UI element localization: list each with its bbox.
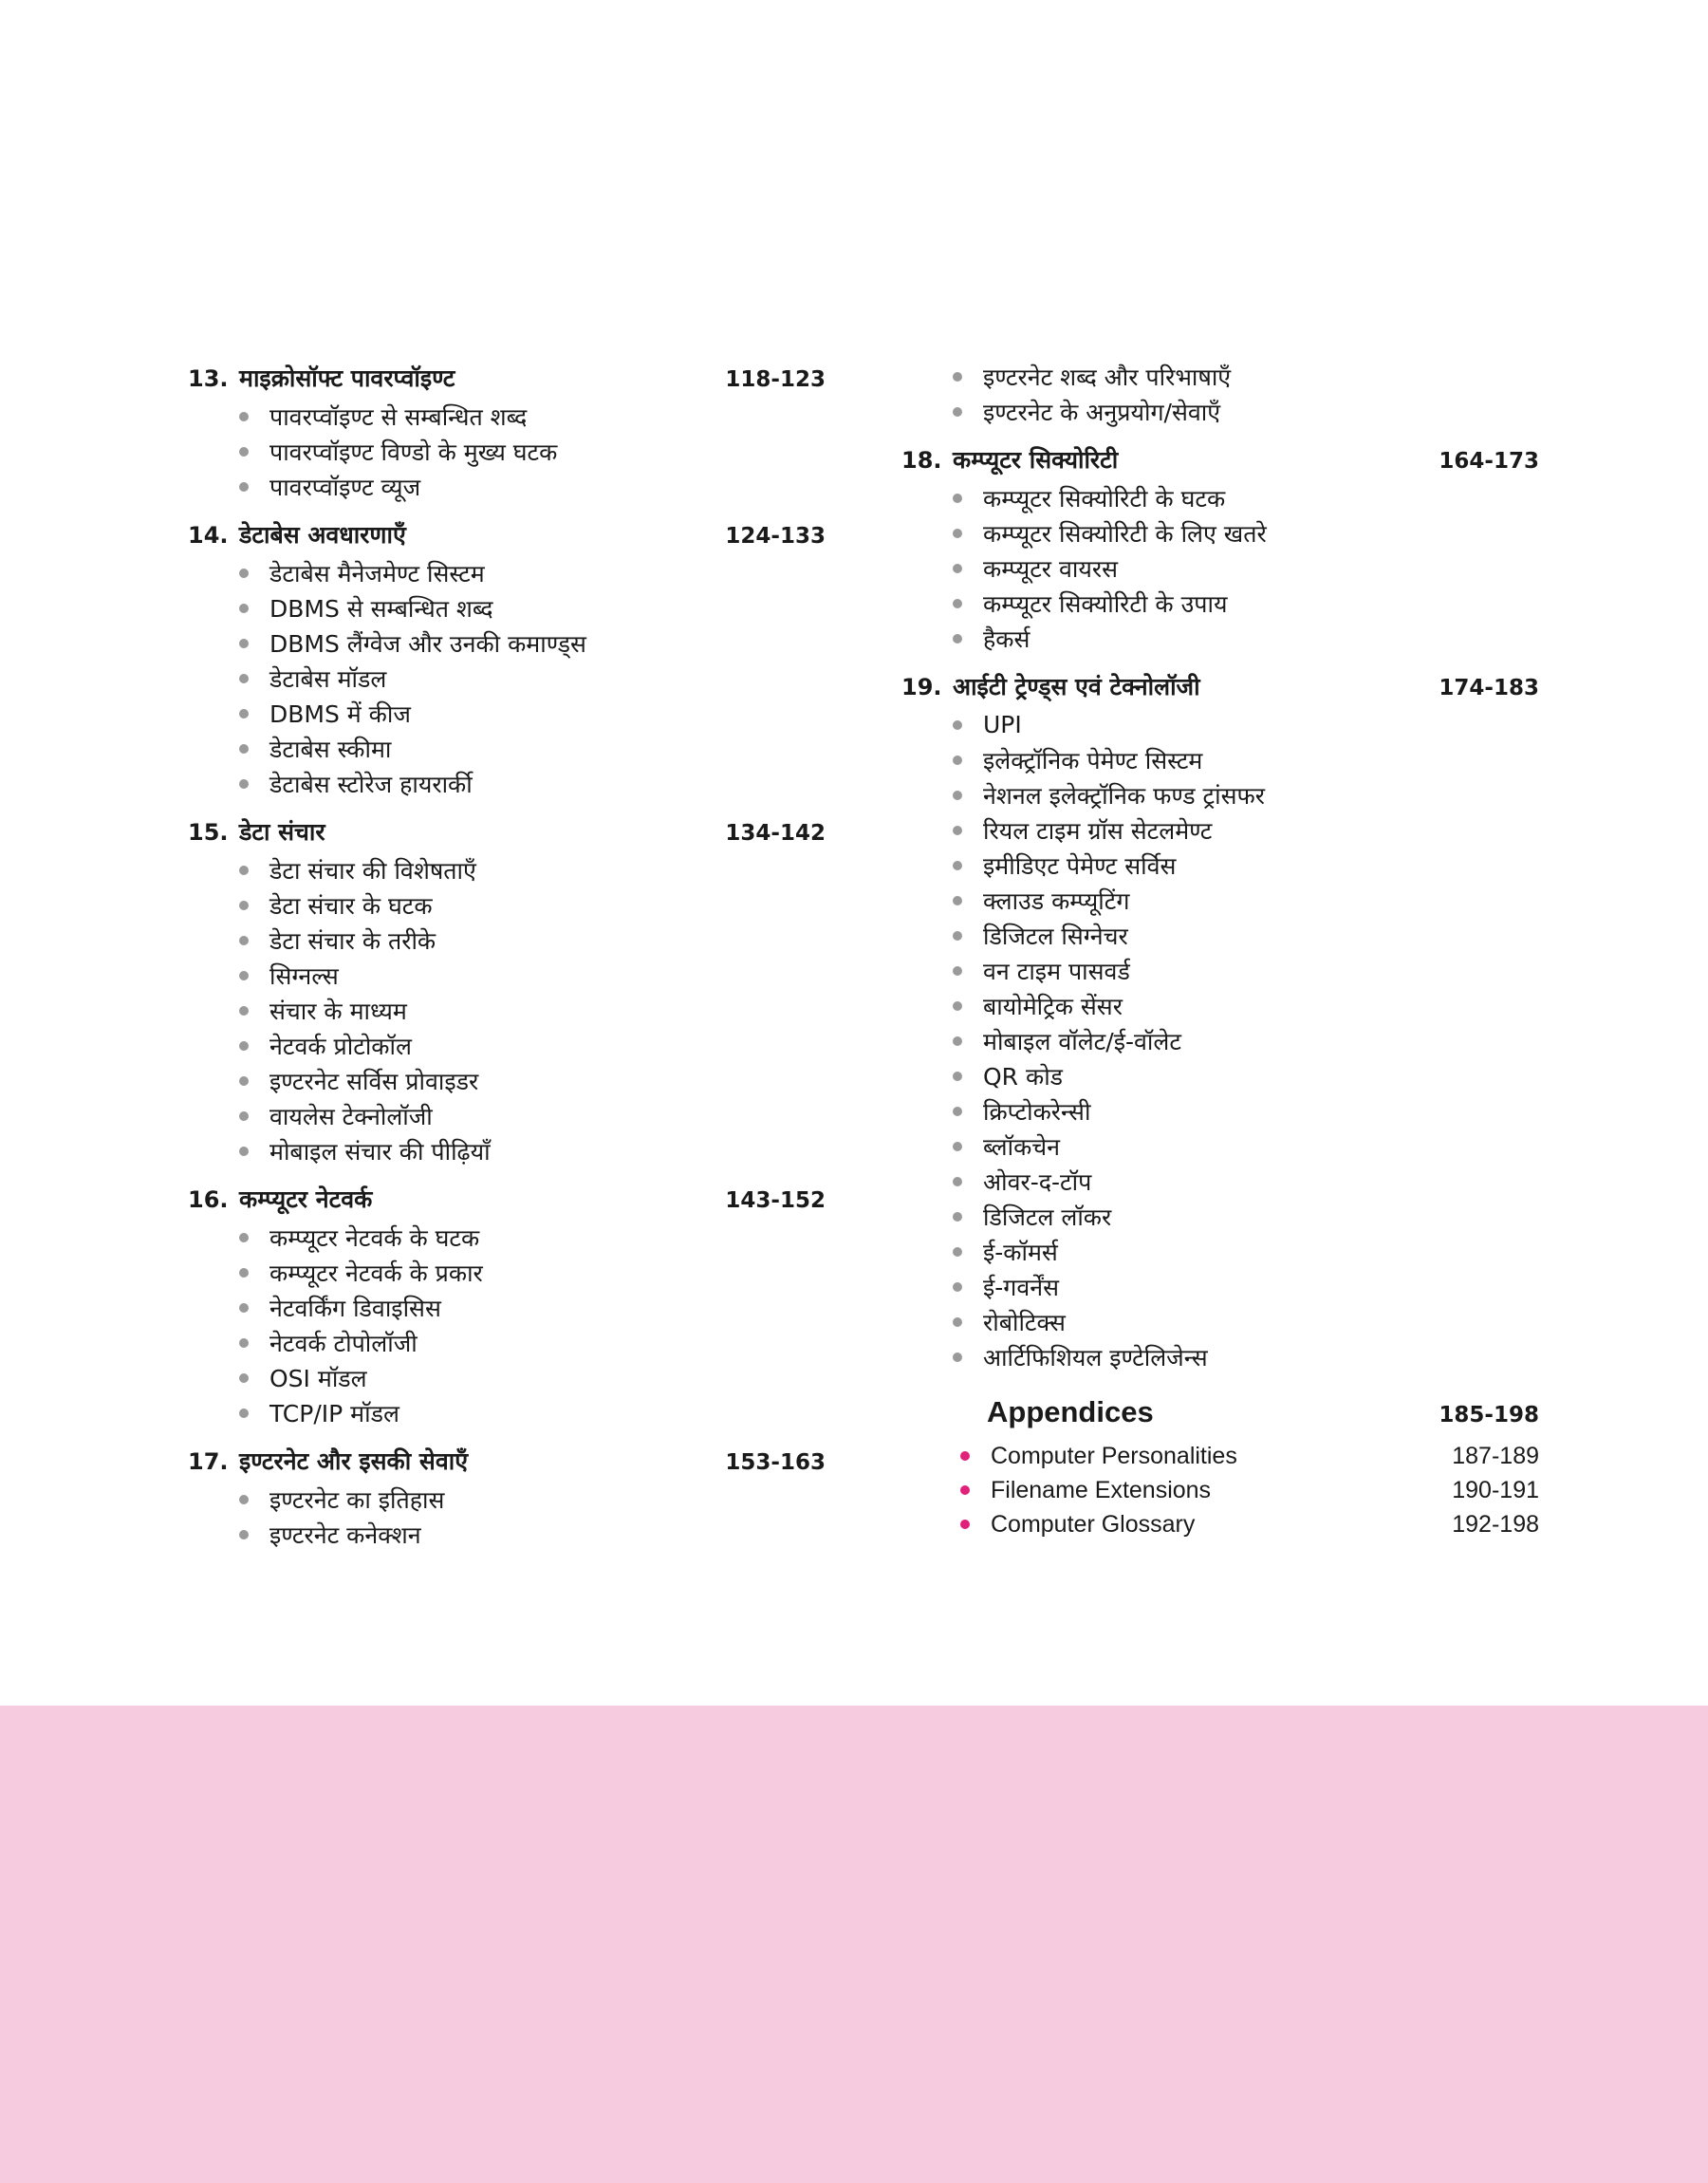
appendix-pages: 187-189	[1452, 1442, 1539, 1469]
bullet-icon	[239, 1233, 249, 1242]
topic-label: पावरप्वॉइण्ट व्यूज	[269, 473, 421, 501]
topic-item	[239, 958, 826, 993]
chapter-title: डेटा संचार	[239, 818, 325, 846]
bullet-icon	[239, 569, 249, 578]
chapter-title: आईटी ट्रेण्ड्स एवं टेक्नोलॉजी	[953, 673, 1200, 700]
bullet-icon	[953, 966, 962, 976]
bullet-icon	[960, 1520, 970, 1529]
appendix-item	[960, 1473, 1539, 1507]
topic-item	[953, 1269, 1539, 1304]
appendix-item	[960, 1507, 1539, 1541]
topic-item	[953, 953, 1539, 988]
topic-label: DBMS से सम्बन्धित शब्द	[269, 594, 493, 623]
topic-item	[239, 1255, 826, 1290]
bullet-icon	[239, 1303, 249, 1313]
topic-list	[188, 399, 826, 504]
chapter-number: 15.	[188, 819, 229, 846]
topic-label: इण्टरनेट सर्विस प्रोवाइडर	[269, 1067, 479, 1095]
topic-item	[239, 1325, 826, 1360]
footer-color-band	[0, 1706, 1708, 2183]
topic-label: क्रिप्टोकरेन्सी	[983, 1097, 1091, 1126]
chapter-title: इण्टरनेट और इसकी सेवाएँ	[239, 1447, 469, 1475]
bullet-icon	[953, 1036, 962, 1046]
topic-label: नेटवर्क प्रोटोकॉल	[269, 1032, 412, 1060]
bullet-icon	[960, 1451, 970, 1461]
topic-label: मोबाइल संचार की पीढ़ियाँ	[269, 1137, 491, 1166]
topic-item	[953, 848, 1539, 883]
topic-label: डेटाबेस मैनेजमेण्ट सिस्टम	[269, 559, 485, 588]
topic-item	[953, 586, 1539, 621]
toc-left-column	[188, 359, 826, 1563]
topic-label: डेटाबेस स्कीमा	[269, 735, 392, 763]
chapter-title: माइक्रोसॉफ्ट पावरप्वॉइण्ट	[239, 364, 455, 392]
topic-list	[901, 707, 1539, 1374]
topic-label: कम्प्यूटर नेटवर्क के प्रकार	[269, 1259, 483, 1287]
topic-item	[953, 812, 1539, 848]
bullet-icon	[953, 1001, 962, 1011]
topic-label: कम्प्यूटर सिक्योरिटी के घटक	[983, 484, 1226, 513]
topic-list	[188, 852, 826, 1168]
topic-label: नेटवर्क टोपोलॉजी	[269, 1329, 418, 1357]
bullet-icon	[953, 407, 962, 417]
topic-label: ओवर-द-टॉप	[983, 1167, 1092, 1196]
topic-label: डिजिटल लॉकर	[983, 1203, 1112, 1231]
chapter-entry	[188, 1180, 826, 1430]
bullet-icon	[239, 709, 249, 718]
topic-label: वायलेस टेक्नोलॉजी	[269, 1102, 433, 1130]
bullet-icon	[239, 674, 249, 683]
bullet-icon	[953, 494, 962, 503]
bullet-icon	[239, 1076, 249, 1086]
chapter-entry	[188, 812, 826, 1168]
topic-label: डेटाबेस स्टोरेज हायरार्की	[269, 770, 473, 798]
bullet-icon	[239, 936, 249, 945]
topic-label: इलेक्ट्रॉनिक पेमेण्ट सिस्टम	[983, 746, 1203, 774]
bullet-icon	[953, 791, 962, 800]
topic-item	[953, 707, 1539, 742]
topic-item	[953, 918, 1539, 953]
topic-label: ब्लॉकचेन	[983, 1132, 1061, 1161]
topic-item	[239, 590, 826, 625]
topic-label: रोबोटिक्स	[983, 1308, 1066, 1336]
topic-label: वन टाइम पासवर्ड	[983, 957, 1130, 985]
chapter-pages: 124-133	[725, 524, 826, 549]
appendix-label: Filename Extensions	[991, 1476, 1212, 1503]
topic-label: कम्प्यूटर सिक्योरिटी के लिए खतरे	[983, 519, 1267, 548]
chapter-heading	[901, 440, 1539, 480]
topic-label: QR कोड	[983, 1062, 1064, 1091]
bullet-icon	[239, 779, 249, 789]
appendices-title: Appendices	[987, 1395, 1154, 1428]
chapter-pages: 164-173	[1439, 449, 1539, 474]
bullet-icon	[953, 896, 962, 905]
bullet-icon	[239, 1111, 249, 1121]
topic-label: नेशनल इलेक्ट्रॉनिक फण्ड ट्रांसफर	[983, 781, 1266, 810]
topic-label: मोबाइल वॉलेट/ई-वॉलेट	[983, 1027, 1181, 1055]
topic-label: डेटा संचार के घटक	[269, 891, 433, 920]
appendix-pages: 192-198	[1452, 1510, 1539, 1538]
topic-label: UPI	[983, 711, 1022, 738]
topic-label: DBMS में कीज	[269, 700, 411, 728]
chapter-title: डेटाबेस अवधारणाएँ	[239, 521, 406, 549]
chapter-pages: 143-152	[725, 1188, 826, 1213]
topic-item	[239, 1360, 826, 1395]
bullet-icon	[953, 529, 962, 538]
appendices-list	[901, 1439, 1539, 1541]
topic-item	[239, 1098, 826, 1133]
topic-item	[239, 1220, 826, 1255]
topic-item	[953, 988, 1539, 1023]
topic-label: इण्टरनेट कनेक्शन	[269, 1521, 421, 1549]
topic-label: TCP/IP मॉडल	[269, 1399, 399, 1427]
topic-item	[239, 625, 826, 661]
topic-item	[953, 777, 1539, 812]
bullet-icon	[239, 412, 249, 421]
topic-item	[239, 1290, 826, 1325]
topic-item	[239, 1395, 826, 1430]
topic-label: DBMS लैंग्वेज और उनकी कमाण्ड्स	[269, 629, 586, 658]
topic-list	[188, 1482, 826, 1552]
topic-item	[239, 852, 826, 887]
topic-item	[953, 1234, 1539, 1269]
bullet-icon	[960, 1485, 970, 1495]
bullet-icon	[239, 1006, 249, 1016]
appendices-heading	[901, 1395, 1539, 1439]
topic-item	[239, 1482, 826, 1517]
topic-label: इमीडिएट पेमेण्ट सर्विस	[983, 851, 1177, 880]
chapter-entry	[188, 1442, 826, 1552]
topic-label: डेटा संचार के तरीके	[269, 926, 436, 955]
topic-item	[953, 742, 1539, 777]
topic-item	[239, 1028, 826, 1063]
bullet-icon	[239, 971, 249, 980]
topic-label: ई-कॉमर्स	[983, 1238, 1058, 1266]
topic-item	[239, 434, 826, 469]
topic-label: ई-गवर्नेंस	[983, 1273, 1060, 1301]
topic-label: कम्प्यूटर वायरस	[983, 554, 1118, 583]
topic-item	[953, 359, 1539, 394]
bullet-icon	[239, 1373, 249, 1383]
bullet-icon	[239, 482, 249, 492]
appendix-pages: 190-191	[1452, 1476, 1539, 1503]
topic-label: रियल टाइम ग्रॉस सेटलमेण्ट	[983, 816, 1213, 845]
topic-item	[239, 399, 826, 434]
topic-list	[901, 480, 1539, 656]
topic-item	[239, 731, 826, 766]
bullet-icon	[239, 901, 249, 910]
topic-item	[953, 515, 1539, 550]
bullet-icon	[239, 1409, 249, 1418]
topic-item	[953, 883, 1539, 918]
appendices-section	[901, 1395, 1539, 1541]
topic-item	[953, 1023, 1539, 1058]
bullet-icon	[239, 1147, 249, 1156]
topic-label: संचार के माध्यम	[269, 997, 407, 1025]
bullet-icon	[239, 604, 249, 613]
bullet-icon	[953, 599, 962, 608]
bullet-icon	[239, 1530, 249, 1539]
bullet-icon	[953, 1353, 962, 1362]
topic-item	[239, 661, 826, 696]
chapter-entry	[901, 667, 1539, 1374]
bullet-icon	[953, 720, 962, 730]
topic-item	[953, 621, 1539, 656]
bullet-icon	[239, 1338, 249, 1348]
chapter-entry	[188, 359, 826, 504]
topic-label: कम्प्यूटर नेटवर्क के घटक	[269, 1223, 480, 1252]
topic-item	[953, 1093, 1539, 1129]
appendix-label: Computer Personalities	[991, 1442, 1237, 1469]
chapter-number: 19.	[901, 674, 942, 700]
chapter-heading	[188, 812, 826, 852]
topic-item	[953, 480, 1539, 515]
topic-item	[239, 766, 826, 801]
chapter-pages: 118-123	[725, 367, 826, 392]
topic-item	[953, 1058, 1539, 1093]
chapter-heading	[188, 1442, 826, 1482]
bullet-icon	[953, 931, 962, 941]
appendix-label: Computer Glossary	[991, 1510, 1196, 1538]
bullet-icon	[239, 447, 249, 457]
topic-item	[953, 1164, 1539, 1199]
topic-label: इण्टरनेट का इतिहास	[269, 1485, 445, 1514]
chapter-number: 14.	[188, 522, 229, 549]
chapter-number: 18.	[901, 447, 942, 474]
bullet-icon	[239, 744, 249, 754]
topic-item	[953, 1339, 1539, 1374]
chapter-heading	[901, 667, 1539, 707]
bullet-icon	[953, 756, 962, 765]
chapter-number: 16.	[188, 1186, 229, 1213]
bullet-icon	[953, 1317, 962, 1327]
bullet-icon	[239, 866, 249, 875]
topic-item	[239, 1133, 826, 1168]
topic-label: हैकर्स	[983, 625, 1030, 653]
bullet-icon	[953, 1142, 962, 1151]
topic-label: सिग्नल्स	[269, 961, 339, 990]
topic-item	[239, 887, 826, 923]
chapter-title: कम्प्यूटर नेटवर्क	[239, 1185, 373, 1213]
chapter-pages: 153-163	[725, 1450, 826, 1475]
topic-label: डेटाबेस मॉडल	[269, 664, 387, 693]
topic-list	[188, 1220, 826, 1430]
topic-item	[239, 696, 826, 731]
topic-item	[239, 1517, 826, 1552]
topic-item	[239, 923, 826, 958]
topic-label: पावरप्वॉइण्ट विण्डो के मुख्य घटक	[269, 438, 558, 466]
chapter-heading	[188, 515, 826, 555]
bullet-icon	[953, 1212, 962, 1222]
topic-label: आर्टिफिशियल इण्टेलिजेन्स	[983, 1343, 1208, 1371]
bullet-icon	[239, 1041, 249, 1051]
continued-topic-list	[901, 359, 1539, 429]
topic-item	[953, 1304, 1539, 1339]
topic-label: क्लाउड कम्प्यूटिंग	[983, 886, 1130, 915]
topic-item	[953, 550, 1539, 586]
topic-item	[239, 993, 826, 1028]
bullet-icon	[953, 826, 962, 835]
chapter-pages: 174-183	[1439, 676, 1539, 700]
bullet-icon	[953, 1247, 962, 1257]
topic-list	[188, 555, 826, 801]
topic-item	[953, 1199, 1539, 1234]
chapter-entry	[901, 440, 1539, 656]
topic-item	[239, 469, 826, 504]
chapter-number: 13.	[188, 365, 229, 392]
chapter-heading	[188, 359, 826, 399]
topic-label: कम्प्यूटर सिक्योरिटी के उपाय	[983, 589, 1228, 618]
topic-label: डेटा संचार की विशेषताएँ	[269, 856, 476, 885]
bullet-icon	[953, 1177, 962, 1186]
topic-label: नेटवर्किंग डिवाइसिस	[269, 1294, 441, 1322]
topic-label: इण्टरनेट शब्द और परिभाषाएँ	[983, 363, 1232, 391]
topic-item	[953, 394, 1539, 429]
bullet-icon	[239, 1268, 249, 1278]
appendix-item	[960, 1439, 1539, 1473]
bullet-icon	[953, 634, 962, 644]
chapter-pages: 134-142	[725, 821, 826, 846]
topic-item	[239, 555, 826, 590]
toc-right-column	[901, 359, 1539, 1541]
topic-label: OSI मॉडल	[269, 1364, 367, 1392]
bullet-icon	[953, 861, 962, 870]
chapter-title: कम्प्यूटर सिक्योरिटी	[953, 446, 1119, 474]
appendices-pages: 185-198	[1439, 1403, 1539, 1427]
chapter-heading	[188, 1180, 826, 1220]
topic-label: पावरप्वॉइण्ट से सम्बन्धित शब्द	[269, 402, 528, 431]
topic-item	[239, 1063, 826, 1098]
topic-label: बायोमेट्रिक सेंसर	[983, 992, 1123, 1020]
bullet-icon	[953, 372, 962, 382]
topic-label: इण्टरनेट के अनुप्रयोग/सेवाएँ	[983, 398, 1221, 426]
chapter-entry	[188, 515, 826, 801]
chapter-number: 17.	[188, 1448, 229, 1475]
topic-label: डिजिटल सिग्नेचर	[983, 922, 1128, 950]
bullet-icon	[953, 564, 962, 573]
bullet-icon	[953, 1072, 962, 1081]
bullet-icon	[953, 1282, 962, 1292]
bullet-icon	[239, 639, 249, 648]
bullet-icon	[953, 1107, 962, 1116]
topic-item	[953, 1129, 1539, 1164]
bullet-icon	[239, 1495, 249, 1504]
